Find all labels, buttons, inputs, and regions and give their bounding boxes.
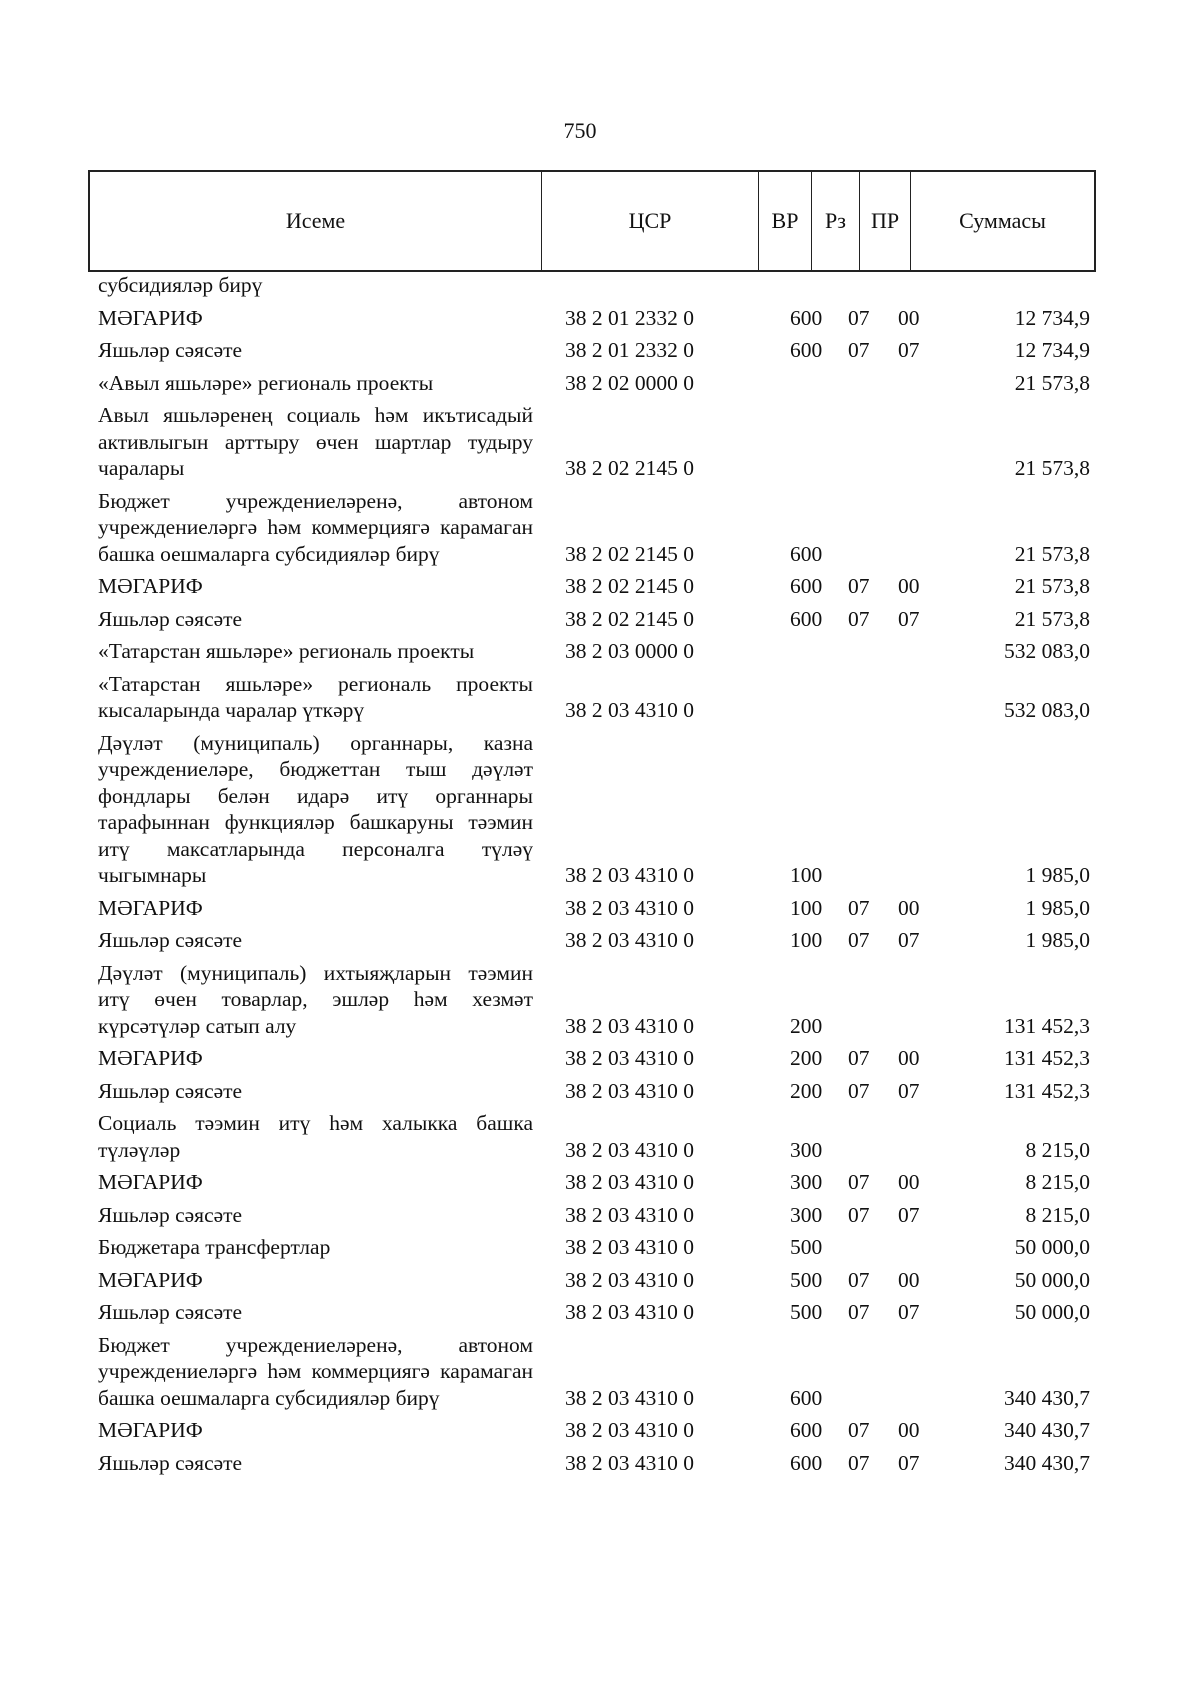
- row-vr: 200: [790, 1013, 823, 1038]
- row-sum: 21 573,8: [1014, 606, 1090, 631]
- row-vr: 100: [790, 928, 823, 952]
- row-pr: 07: [898, 1078, 920, 1103]
- row-sum: 50 000,0: [1014, 1300, 1090, 1324]
- table-row: [98, 960, 1098, 1040]
- row-name: «Авыл яшьләре» региональ проекты: [98, 370, 434, 395]
- table-row: [98, 730, 1098, 889]
- row-csr: 38 2 03 4310 0: [565, 1300, 694, 1324]
- table-body: [98, 272, 1098, 1482]
- row-csr: 38 2 01 2332 0: [565, 305, 694, 330]
- row-csr: 38 2 02 2145 0: [565, 574, 694, 598]
- row-vr: 300: [790, 1170, 823, 1194]
- row-name: «Татарстан яшьләре» региональ проекты кысаларында чаралар үткәрү: [98, 671, 533, 722]
- row-rz: 07: [848, 305, 870, 330]
- row-vr: 600: [790, 574, 823, 598]
- row-name: МӘГАРИФ: [98, 305, 203, 330]
- row-name: Бюджетара трансфертлар: [98, 1235, 331, 1259]
- row-name: Яшьләр сәясәте: [98, 338, 243, 362]
- row-name: Яшьләр сәясәте: [98, 1078, 243, 1103]
- row-csr: 38 2 03 0000 0: [565, 639, 694, 663]
- row-name: «Татарстан яшьләре» региональ проекты: [98, 639, 475, 663]
- header-csr: ЦСР: [542, 172, 759, 270]
- row-pr: 00: [898, 1046, 920, 1070]
- row-vr: 500: [790, 1235, 823, 1259]
- table-row: [98, 1202, 1098, 1229]
- row-pr: 07: [898, 1450, 920, 1475]
- header-rz: Рз: [812, 172, 860, 270]
- row-csr: 38 2 02 2145 0: [565, 456, 694, 480]
- row-rz: 07: [848, 1300, 870, 1324]
- row-pr: 00: [898, 1267, 920, 1292]
- table-row: [98, 337, 1098, 364]
- table-row: [98, 573, 1098, 600]
- row-pr: 00: [898, 305, 920, 330]
- table-row: [98, 1234, 1098, 1261]
- row-csr: 38 2 03 4310 0: [565, 1202, 694, 1227]
- row-csr: 38 2 03 4310 0: [565, 1046, 694, 1070]
- table-row: [98, 1299, 1098, 1326]
- row-vr: 600: [790, 305, 823, 330]
- row-sum: 21 573,8: [1014, 574, 1090, 598]
- row-pr: 00: [898, 1418, 920, 1442]
- row-sum: 21 573,8: [1014, 456, 1090, 480]
- table-row: [98, 927, 1098, 954]
- row-name: Яшьләр сәясәте: [98, 928, 243, 952]
- row-sum: 12 734,9: [1014, 305, 1090, 330]
- row-sum: 1 985,0: [1025, 895, 1090, 920]
- row-pr: 07: [898, 928, 920, 952]
- row-rz: 07: [848, 1267, 870, 1292]
- row-vr: 300: [790, 1137, 823, 1162]
- row-csr: 38 2 03 4310 0: [565, 895, 694, 920]
- table-row: [98, 638, 1098, 665]
- row-sum: 131 452,3: [1004, 1013, 1090, 1038]
- table-row: [98, 606, 1098, 633]
- row-pr: 00: [898, 574, 920, 598]
- header-name: Исеме: [90, 172, 542, 270]
- row-vr: 600: [790, 1385, 823, 1410]
- row-csr: 38 2 03 4310 0: [565, 1418, 694, 1442]
- table-header: [88, 170, 1096, 272]
- row-rz: 07: [848, 1418, 870, 1442]
- table-row: [98, 305, 1098, 332]
- row-csr: 38 2 03 4310 0: [565, 1267, 694, 1292]
- table-row: [98, 895, 1098, 922]
- row-sum: 532 083,0: [1004, 698, 1090, 722]
- row-name: Дәүләт (муниципаль) ихтыяҗларын тәэмин итү өчен товарлар, эшләр һәм хезмәт күрсәтүләр сатып алу: [98, 960, 533, 1038]
- row-vr: 600: [790, 338, 823, 362]
- row-pr: 00: [898, 1170, 920, 1194]
- row-sum: 340 430,7: [1004, 1418, 1090, 1442]
- row-name: Бюджет учреждениеләренә, автоном учреждениеләргә һәм коммерциягә карамаган башка оешмаларга субсидияләр бирү: [98, 1332, 533, 1410]
- row-csr: 38 2 03 4310 0: [565, 1013, 694, 1038]
- row-rz: 07: [848, 1202, 870, 1227]
- row-name: Авыл яшьләренең социаль һәм икътисадый активлыгын арттыру өчен шартлар тудыру чаралары: [98, 403, 533, 480]
- row-vr: 100: [790, 895, 823, 920]
- header-sum: Суммасы: [959, 208, 1046, 233]
- table-row: [98, 1450, 1098, 1477]
- row-csr: 38 2 02 2145 0: [565, 606, 694, 631]
- row-sum: 21 573,8: [1014, 541, 1090, 566]
- page-number: 750: [563, 118, 597, 143]
- row-sum: 12 734,9: [1014, 338, 1090, 362]
- row-vr: 300: [790, 1202, 823, 1227]
- row-csr: 38 2 03 4310 0: [565, 863, 694, 887]
- row-vr: 600: [790, 1450, 823, 1475]
- row-sum: 131 452,3: [1004, 1046, 1090, 1070]
- row-sum: 50 000,0: [1014, 1235, 1090, 1259]
- row-name: МӘГАРИФ: [98, 1418, 203, 1442]
- row-vr: 100: [790, 863, 823, 887]
- row-name: Яшьләр сәясәте: [98, 1300, 243, 1324]
- row-name: МӘГАРИФ: [98, 1046, 203, 1070]
- row-pr: 07: [898, 1202, 920, 1227]
- row-rz: 07: [848, 1450, 870, 1475]
- row-csr: 38 2 01 2332 0: [565, 338, 694, 362]
- row-sum: 1 985,0: [1025, 928, 1090, 952]
- row-sum: 340 430,7: [1004, 1450, 1090, 1475]
- row-sum: 131 452,3: [1004, 1078, 1090, 1103]
- row-vr: 600: [790, 1418, 823, 1442]
- row-name: Яшьләр сәясәте: [98, 1202, 243, 1227]
- row-pr: 07: [898, 338, 920, 362]
- row-sum: 8 215,0: [1025, 1170, 1090, 1194]
- table-row: [98, 1045, 1098, 1072]
- table-row: [98, 1169, 1098, 1196]
- row-csr: 38 2 02 0000 0: [565, 370, 694, 395]
- table-row: [98, 488, 1098, 568]
- row-vr: 500: [790, 1300, 823, 1324]
- row-name: Дәүләт (муниципаль) органнары, казна учреждениеләре, бюджеттан тыш дәүләт фондлары белән идарә итү органнары тарафыннан функцияләр башкаруны тәэмин итү максатларында персоналга түләү чыгымнары: [98, 730, 533, 887]
- row-name: Яшьләр сәясәте: [98, 1450, 243, 1475]
- table-row: [98, 370, 1098, 397]
- row-csr: 38 2 03 4310 0: [565, 1450, 694, 1475]
- row-csr: 38 2 03 4310 0: [565, 698, 694, 722]
- row-rz: 07: [848, 338, 870, 362]
- row-name: Социаль тәэмин итү һәм халыкка башка түләүләр: [98, 1111, 533, 1162]
- row-sum: 532 083,0: [1004, 639, 1090, 663]
- table-row: [98, 1267, 1098, 1294]
- row-sum: 50 000,0: [1014, 1267, 1090, 1292]
- header-vr: ВР: [759, 172, 812, 270]
- row-vr: 500: [790, 1267, 823, 1292]
- row-name: субсидияләр бирү: [98, 273, 263, 297]
- row-rz: 07: [848, 1046, 870, 1070]
- row-sum: 21 573,8: [1014, 370, 1090, 395]
- row-pr: 07: [898, 1300, 920, 1324]
- row-sum: 1 985,0: [1025, 863, 1090, 887]
- row-vr: 600: [790, 541, 823, 566]
- table-row: [98, 671, 1098, 724]
- row-name: МӘГАРИФ: [98, 574, 203, 598]
- header-pr: ПР: [860, 172, 911, 270]
- row-rz: 07: [848, 1078, 870, 1103]
- row-csr: 38 2 03 4310 0: [565, 1235, 694, 1259]
- row-name: Яшьләр сәясәте: [98, 606, 243, 631]
- row-csr: 38 2 03 4310 0: [565, 928, 694, 952]
- row-vr: 600: [790, 606, 823, 631]
- row-rz: 07: [848, 928, 870, 952]
- row-csr: 38 2 02 2145 0: [565, 541, 694, 566]
- row-name: МӘГАРИФ: [98, 895, 203, 920]
- row-pr: 07: [898, 606, 920, 631]
- table-row: [98, 1110, 1098, 1163]
- row-pr: 00: [898, 895, 920, 920]
- row-sum: 340 430,7: [1004, 1385, 1090, 1410]
- table-row: [98, 402, 1098, 482]
- row-name: Бюджет учреждениеләренә, автоном учреждениеләргә һәм коммерциягә карамаган башка оешмаларга субсидияләр бирү: [98, 488, 533, 566]
- row-sum: 8 215,0: [1025, 1202, 1090, 1227]
- row-rz: 07: [848, 1170, 870, 1194]
- row-sum: 8 215,0: [1025, 1137, 1090, 1162]
- table-row: [98, 1332, 1098, 1412]
- row-csr: 38 2 03 4310 0: [565, 1170, 694, 1194]
- row-csr: 38 2 03 4310 0: [565, 1137, 694, 1162]
- row-name: МӘГАРИФ: [98, 1170, 203, 1194]
- row-name: МӘГАРИФ: [98, 1267, 203, 1292]
- row-vr: 200: [790, 1078, 823, 1103]
- row-csr: 38 2 03 4310 0: [565, 1078, 694, 1103]
- table-row: [98, 1078, 1098, 1105]
- row-rz: 07: [848, 895, 870, 920]
- row-rz: 07: [848, 606, 870, 631]
- table-row: [98, 272, 1098, 299]
- row-rz: 07: [848, 574, 870, 598]
- row-csr: 38 2 03 4310 0: [565, 1385, 694, 1410]
- row-vr: 200: [790, 1046, 823, 1070]
- table-row: [98, 1417, 1098, 1444]
